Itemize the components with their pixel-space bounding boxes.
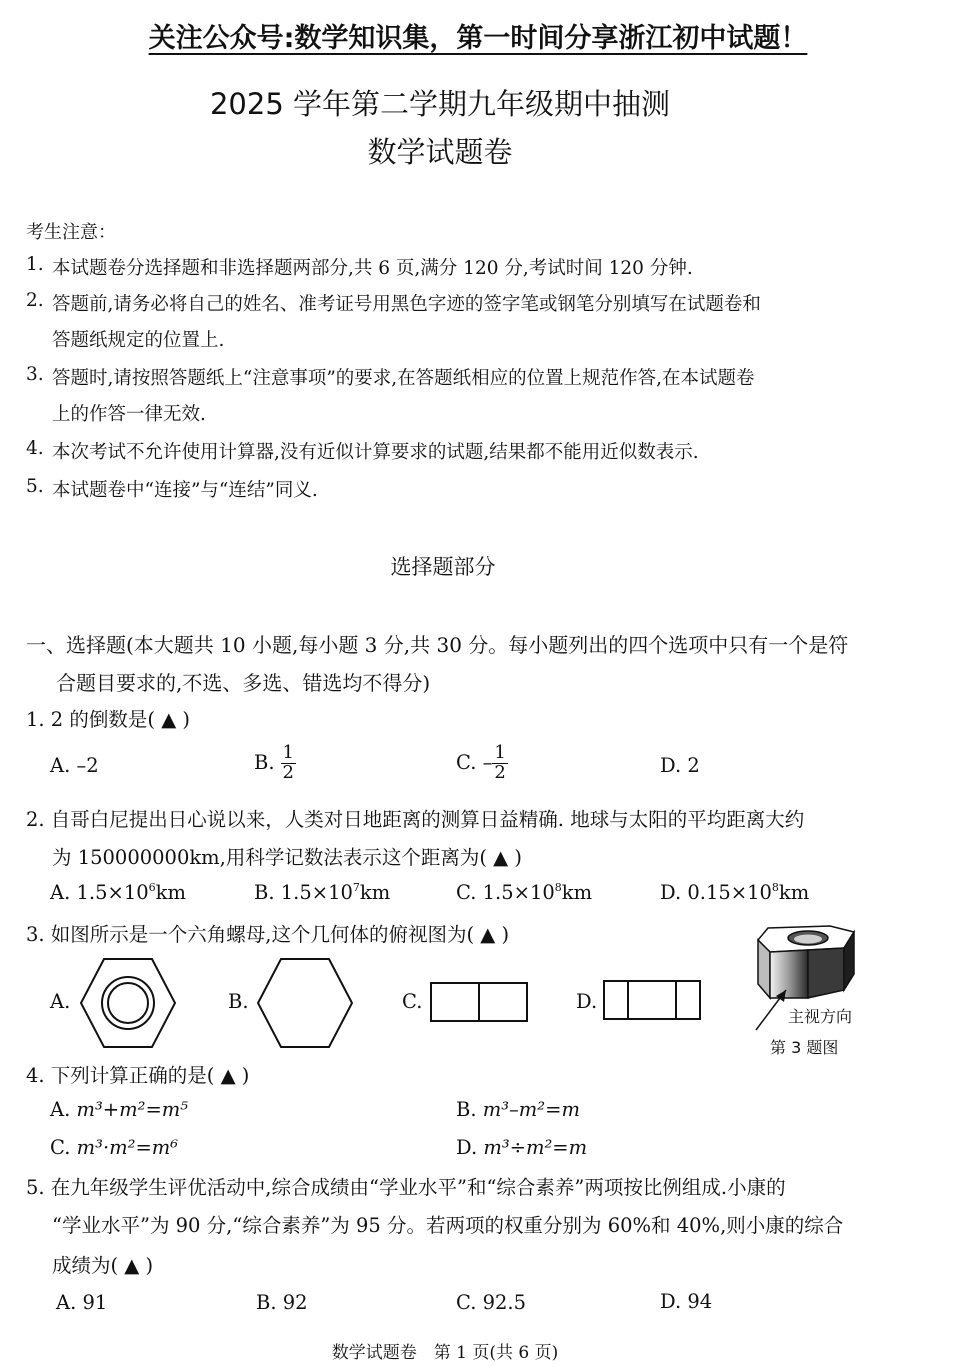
notice-item-1-num: 1. [26,254,44,275]
q3-option-b-figure [255,958,355,1048]
q3-b-hexagon [258,959,352,1047]
q3-d-rectangle [604,981,700,1019]
question-2-stem-cont: 为 150000000km,用科学记数法表示这个距离为( ▲ ) [52,846,522,869]
q1-c-fraction: $\frac{1}{2}$ [494,742,506,783]
q2-option-c: C. $1.5\times 10^8km$ [456,881,593,904]
notice-item-2-cont: 答题纸规定的位置上. [52,330,225,351]
q5-option-c: C. 92.5 [456,1291,527,1314]
question-2-stem: 2. 自哥白尼提出日心说以来，人类对日地距离的测算日益精确. 地球与太阳的平均距离大约 [26,808,805,831]
q2-option-b: B. $1.5\times 10^7km$ [254,881,391,904]
q5-option-b: B. 92 [256,1291,308,1314]
q4-option-d: D. m³÷m²=m [456,1136,588,1159]
q3-option-b-label: B. [228,990,249,1013]
question-5-stem-cont: “学业水平”为 90 分,“综合素养”为 95 分。若两项的权重分别为 60%和 40%,则小康的综合 [52,1214,844,1237]
question-3-stem: 3. 如图所示是一个六角螺母,这个几何体的俯视图为( ▲ ) [26,923,510,946]
q4-option-b: B. m³–m²=m [456,1098,580,1121]
section-title: 选择题部分 [390,555,496,579]
q3-option-d-figure [603,980,703,1022]
nut-side-face [808,948,844,998]
q3-option-a-label: A. [50,990,71,1013]
view-direction-label: 主视方向 [788,1007,853,1026]
q3-option-c-figure [430,982,530,1024]
q4-option-c: C. m³·m²=m⁶ [50,1136,179,1159]
exam-subtitle: 数学试题卷 [367,135,513,169]
section1-instructions-cont: 合题目要求的,不选、多选、错选均不得分) [56,671,431,695]
notice-item-1: 本试题卷分选择题和非选择题两部分,共 6 页,满分 120 分,考试时间 120 分钟. [52,258,693,279]
question-5-stem-end: 成绩为( ▲ ) [52,1254,154,1277]
nut-front-face [770,950,808,998]
q1-option-a: A. –2 [50,754,99,777]
nut-hole-inner [794,935,822,944]
promo-banner: 关注公众号:数学知识集，第一时间分享浙江初中试题！ [148,23,808,54]
notice-item-3: 答题时,请按照答题纸上“注意事项”的要求,在答题纸相应的位置上规范作答,在本试题卷 [52,368,755,389]
q3-a-hexagon [81,959,175,1047]
q4-option-a: A. m³+m²=m⁵ [50,1098,189,1121]
q5-option-d: D. 94 [660,1290,713,1313]
notice-item-4-num: 4. [26,438,44,459]
notice-item-3-num: 3. [26,364,44,385]
q1-option-b: B. $\frac{1}{2}$ [254,742,294,783]
q2-option-d: D. $0.15\times 10^8km$ [660,881,810,904]
page-footer: 数学试题卷 第 1 页(共 6 页) [331,1343,559,1363]
question-4-stem: 4. 下列计算正确的是( ▲ ) [26,1064,250,1087]
exam-title: 2025 学年第二学期九年级期中抽测 [209,87,671,121]
notice-item-5: 本试题卷中“连接”与“连结”同义. [52,480,318,501]
q3-option-a-figure [78,958,178,1048]
q3-option-c-label: C. [402,990,423,1013]
notice-item-3-cont: 上的作答一律无效. [52,404,206,425]
q3-a-inner-circle [108,983,148,1023]
question-5-stem: 5. 在九年级学生评优活动中,综合成绩由“学业水平”和“综合素养”两项按比例组成.小康的 [26,1176,786,1199]
q3-option-d-label: D. [576,990,598,1013]
figure-3-caption: 第 3 题图 [770,1038,839,1057]
question-1-stem: 1. 2 的倒数是( ▲ ) [26,708,191,731]
notice-item-2: 答题前,请务必将自己的姓名、准考证号用黑色字迹的签字笔或钢笔分别填写在试题卷和 [52,294,761,315]
section1-instructions: 一、选择题(本大题共 10 小题,每小题 3 分,共 30 分。每小题列出的四个选项中只有一个是符 [26,633,849,657]
notice-heading: 考生注意： [26,222,116,243]
notice-item-4: 本次考试不允许使用计算器,没有近似计算要求的试题,结果都不能用近似数表示. [52,442,699,463]
notice-item-5-num: 5. [26,476,44,497]
q2-option-a: A. $1.5\times 10^6km$ [50,881,186,904]
q5-option-a: A. 91 [56,1291,108,1314]
notice-item-2-num: 2. [26,290,44,311]
q3-a-outer-circle [102,977,154,1029]
q1-option-d: D. 2 [660,754,700,777]
q1-b-fraction: $\frac{1}{2}$ [282,742,294,783]
q1-option-c: C. – $\frac{1}{2}$ [456,742,506,783]
